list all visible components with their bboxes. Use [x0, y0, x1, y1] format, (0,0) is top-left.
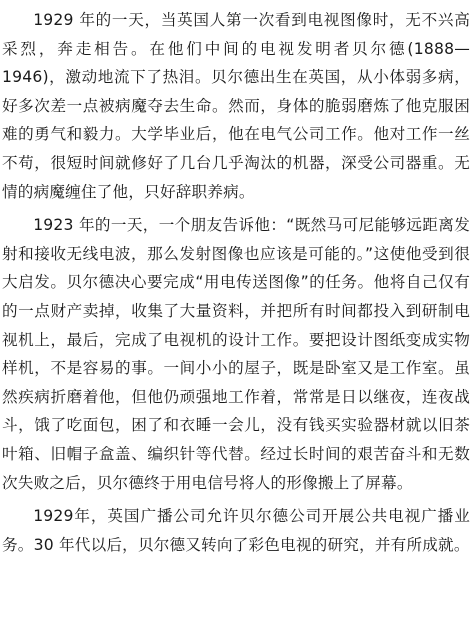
paragraph-3: 1929年，英国广播公司允许贝尔德公司开展公共电视广播业务。30 年代以后，贝尔德又转向了彩色电视的研究，并有所成就。 [2, 507, 470, 554]
paragraph-2: 1923 年的一天，一个朋友告诉他：“既然马可尼能够远距离发射和接收无线电波，那么发射图像也应该是可能的。”这使他受到很大启发。贝尔德决心要完成“用电传送图像”的任务。他将自己仅有的一点财产卖掉，收集了大量资料，并把所有时间都投入到研制电视机上，最后，完成了电视机的设计工作。要把设计图纸变成实物样机，不是容易的事。一间小小的屋子，既是卧室又是工作室。虽然疾病折磨着他，但他仍顽强地工作着，常常是日以继夜，连夜战斗，饿了吃面包，困了和衣睡一会儿，没有钱买实验器材就以旧茶叶箱、旧帽子盒盖、编织针等代替。经过长时间的艰苦奋斗和无数次失败之后，贝尔德终于用电信号将人的形像搬上了屏幕。 [2, 216, 470, 492]
paragraph-1: 1929 年的一天，当英国人第一次看到电视图像时，无不兴高采烈，奔走相告。在他们中间的电视发明者贝尔德(1888—1946)，激动地流下了热泪。贝尔德出生在英国，从小体弱多病，好多次差一点被病魔夺去生命。然而，身体的脆弱磨炼了他克服困难的勇气和毅力。大学毕业后，他在电气公司工作。他对工作一丝不苟，很短时间就修好了几台几乎淘汰的机器，深受公司器重。无情的病魔缠住了他，只好辞职养病。 [2, 11, 470, 201]
